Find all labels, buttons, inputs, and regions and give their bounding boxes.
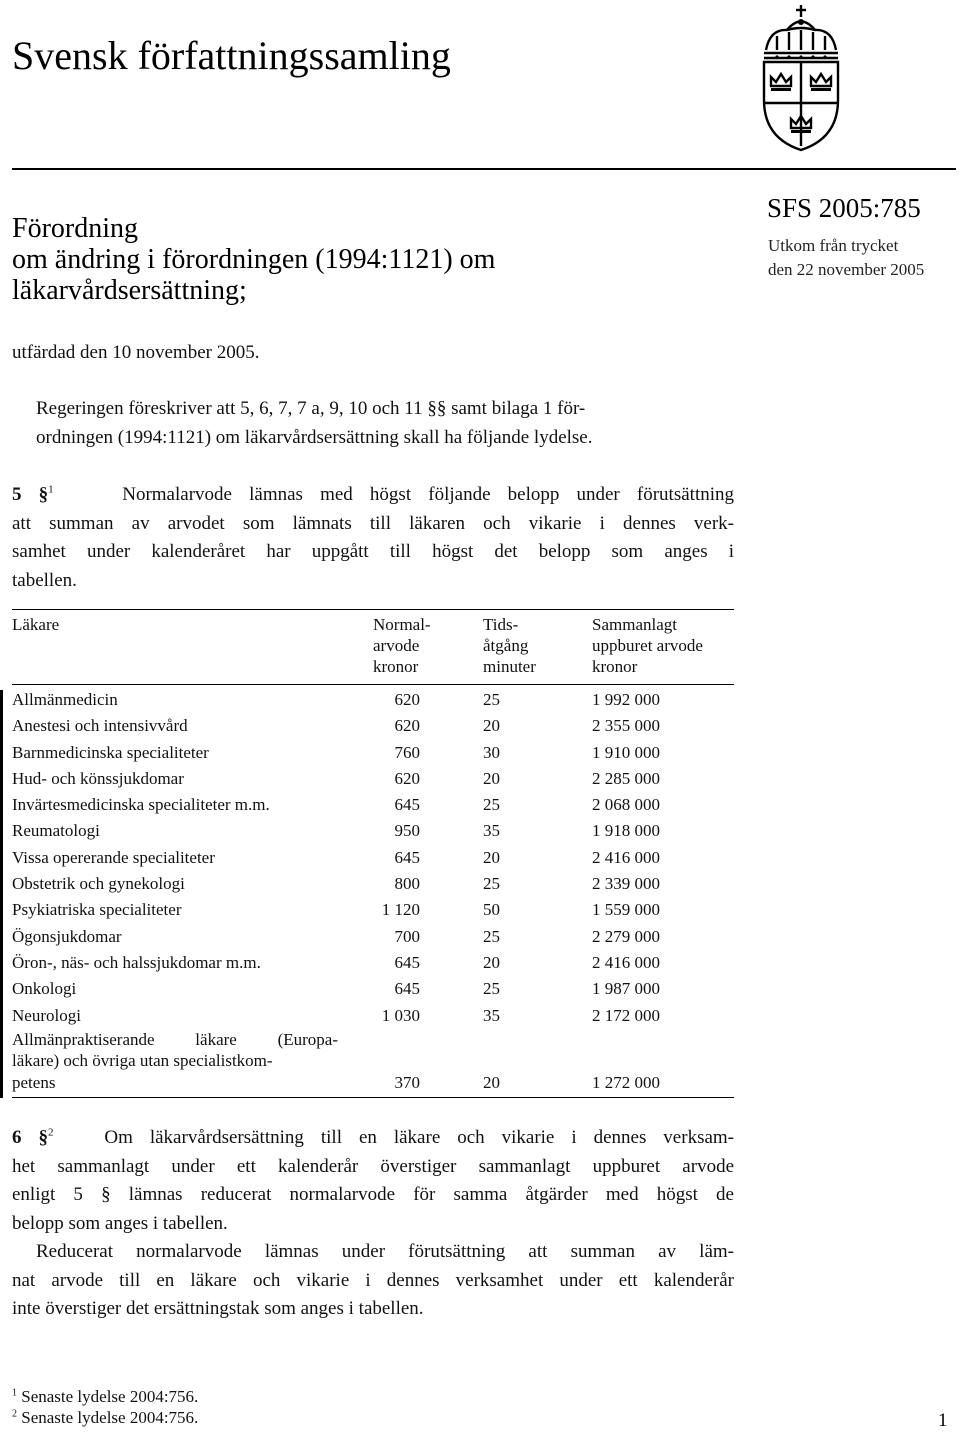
section-5-line: tabellen.	[12, 569, 77, 591]
sfs-number: SFS 2005:785	[767, 193, 921, 223]
cell-arvode: 645	[394, 795, 420, 815]
cell-specialty: Psykiatriska specialiteter	[12, 900, 182, 920]
cell-specialty: Obstetrik och gynekologi	[12, 874, 185, 894]
cell-specialty: Onkologi	[12, 979, 77, 999]
cell-specialty: Allmänmedicin	[12, 690, 118, 709]
cell-tid: 20	[483, 952, 500, 972]
intro-line: ordningen (1994:1121) om läkarvårdsersättning skall ha följande lydelse.	[36, 426, 593, 448]
cell-specialty: Hud- och könssjukdomar	[12, 768, 184, 788]
table-row	[12, 976, 734, 1002]
cell-tid: 25	[483, 795, 500, 815]
footnote	[12, 1386, 198, 1407]
table-row	[12, 713, 734, 739]
footnote-text: Senaste lydelse 2004:756.	[21, 1408, 199, 1427]
cell-arvode: 700	[394, 926, 420, 946]
cell-tid: 20	[483, 1072, 500, 1092]
cell-arvode: 645	[394, 952, 420, 972]
table-row	[12, 924, 734, 950]
footnote-ref[interactable]: 2	[47, 1126, 54, 1139]
cell-tid: 20	[483, 847, 500, 867]
cell-tid: 25	[483, 979, 500, 999]
cell-summa: 2 339 000	[592, 874, 660, 894]
page-number: 1	[938, 1410, 948, 1431]
footnotes	[12, 1386, 198, 1428]
heading-line: om ändring i förordningen (1994:1121) om	[12, 244, 496, 275]
section-6	[12, 1124, 734, 1324]
table-header-normalarvode	[373, 614, 431, 677]
table-header-tidsatgang	[483, 614, 536, 677]
heading-line: läkarvårdsersättning;	[12, 275, 247, 306]
footnote-number: 1	[12, 1387, 17, 1399]
cell-summa: 1 910 000	[592, 742, 660, 762]
table-row	[12, 871, 734, 897]
cell-specialty-line: petens	[12, 1072, 56, 1092]
section-label: 5 §	[12, 484, 49, 505]
section-6-line: nat arvode till en läkare och vikarie i dennes verksamhet under ett kalenderår	[12, 1269, 734, 1291]
header-rule	[12, 168, 956, 170]
cell-tid: 50	[483, 900, 500, 920]
section-5-line: samhet under kalenderåret har uppgått till högst det belopp som anges i	[12, 541, 734, 562]
table-row	[12, 766, 734, 792]
header-text: Normal-	[373, 615, 431, 634]
section-text: Om läkarvårdsersättning till en läkare och vikarie i dennes verksam-	[104, 1127, 735, 1148]
section-6-line-1	[12, 1124, 734, 1153]
section-text: Normalarvode lämnas med högst följande belopp under förutsättning	[122, 484, 735, 505]
table-row	[12, 1029, 734, 1095]
cell-summa: 1 559 000	[592, 900, 660, 920]
cell-tid: 25	[483, 874, 500, 894]
cell-specialty-line: Allmänpraktiserande läkare (Europa-	[12, 1029, 338, 1049]
table-body	[12, 687, 734, 1095]
intro-paragraph	[12, 395, 734, 452]
cell-arvode: 620	[394, 690, 420, 709]
cell-tid: 20	[483, 716, 500, 736]
section-6-line: enligt 5 § lämnas reducerat normalarvode för samma åtgärder med högst de	[12, 1184, 734, 1205]
section-6-line: inte överstiger det ersättningstak som anges i tabellen.	[12, 1298, 424, 1319]
header-text: Läkare	[12, 615, 60, 634]
table-row	[12, 845, 734, 871]
footnote	[12, 1407, 198, 1428]
cell-arvode: 370	[394, 1072, 420, 1092]
document-heading	[12, 213, 495, 306]
cell-specialty: Anestesi och intensivvård	[12, 716, 188, 736]
cell-summa: 1 987 000	[592, 979, 660, 999]
cell-tid: 25	[483, 690, 500, 709]
table-row	[12, 687, 734, 713]
cell-tid: 35	[483, 1005, 500, 1025]
cell-summa: 2 285 000	[592, 768, 660, 788]
published-line: den 22 november 2005	[768, 260, 925, 279]
table-row	[12, 792, 734, 818]
cell-summa: 2 416 000	[592, 847, 660, 867]
footnote-number: 2	[12, 1408, 17, 1420]
cell-specialty: Barnmedicinska specialiteter	[12, 742, 209, 762]
cell-specialty: Reumatologi	[12, 821, 100, 841]
section-6-line: het sammanlagt under ett kalenderår överstiger sammanlagt uppburet arvode	[12, 1155, 734, 1177]
cell-arvode: 645	[394, 847, 420, 867]
header-text: minuter	[483, 657, 536, 676]
heading-line: Förordning	[12, 213, 138, 244]
header-text: Sammanlagt	[592, 615, 677, 634]
cell-tid: 20	[483, 768, 500, 788]
cell-summa: 2 068 000	[592, 795, 660, 815]
publication-title: Svensk författningssamling	[12, 33, 451, 78]
cell-summa: 2 172 000	[592, 1005, 660, 1025]
intro-line: Regeringen föreskriver att 5, 6, 7, 7 a, 9, 10 och 11 §§ samt bilaga 1 för-	[36, 398, 586, 419]
section-5-line-1	[12, 481, 734, 510]
table-row	[12, 897, 734, 923]
table-rule-top	[12, 609, 734, 610]
cell-tid: 35	[483, 821, 500, 841]
table-header-lakare	[12, 614, 59, 635]
cell-arvode: 1 030	[381, 1005, 420, 1025]
cell-tid: 25	[483, 926, 500, 946]
table-row	[12, 950, 734, 976]
table-row	[12, 818, 734, 844]
cell-specialty: Ögonsjukdomar	[12, 926, 122, 946]
section-5-line: att summan av arvodet som lämnats till läkaren och vikarie i dennes verk-	[12, 512, 734, 534]
cell-arvode: 760	[394, 742, 420, 762]
table-rule-bottom	[12, 1097, 734, 1098]
cell-arvode: 620	[394, 768, 420, 788]
cell-specialty: Invärtesmedicinska specialiteter m.m.	[12, 795, 270, 815]
cell-specialty: Vissa opererande specialiteter	[12, 847, 215, 867]
section-6-line: Reducerat normalarvode lämnas under förutsättning att summan av läm-	[36, 1241, 734, 1262]
cell-summa: 1 992 000	[592, 690, 660, 709]
cell-summa: 2 416 000	[592, 952, 660, 972]
cell-summa: 2 355 000	[592, 716, 660, 736]
cell-summa: 2 279 000	[592, 926, 660, 946]
issued-date: utfärdad den 10 november 2005.	[12, 342, 260, 363]
header-text: Tids-	[483, 615, 519, 634]
cell-specialty: Neurologi	[12, 1005, 81, 1025]
table-row	[12, 740, 734, 766]
footnote-text: Senaste lydelse 2004:756.	[21, 1387, 199, 1406]
cell-tid: 30	[483, 742, 500, 762]
header-text: arvode	[373, 636, 420, 655]
table-row	[12, 1003, 734, 1029]
header-text: kronor	[373, 657, 419, 676]
change-bar	[0, 690, 3, 1098]
header-text: kronor	[592, 657, 638, 676]
cell-arvode: 1 120	[381, 900, 420, 920]
cell-summa: 1 272 000	[592, 1072, 660, 1092]
cell-arvode: 950	[394, 821, 420, 841]
cell-arvode: 620	[394, 716, 420, 736]
section-6-line: belopp som anges i tabellen.	[12, 1212, 228, 1234]
published-line: Utkom från trycket	[768, 236, 899, 255]
table-header-sammanlagt	[592, 614, 703, 677]
section-label: 6 §	[12, 1127, 48, 1148]
header-text: åtgång	[483, 636, 529, 655]
table-rule-header	[12, 684, 734, 685]
cell-specialty: Öron-, näs- och halssjukdomar m.m.	[12, 952, 261, 972]
cell-arvode: 800	[394, 874, 420, 894]
publication-date	[768, 234, 924, 282]
footnote-ref[interactable]: 1	[48, 483, 54, 496]
cell-arvode: 645	[394, 979, 420, 999]
cell-specialty	[12, 1029, 338, 1094]
coat-of-arms-icon	[756, 2, 846, 154]
cell-summa: 1 918 000	[592, 821, 660, 841]
header-text: uppburet arvode	[592, 636, 703, 655]
section-5	[12, 481, 734, 595]
cell-specialty-line: läkare) och övriga utan specialistkom-	[12, 1051, 273, 1071]
